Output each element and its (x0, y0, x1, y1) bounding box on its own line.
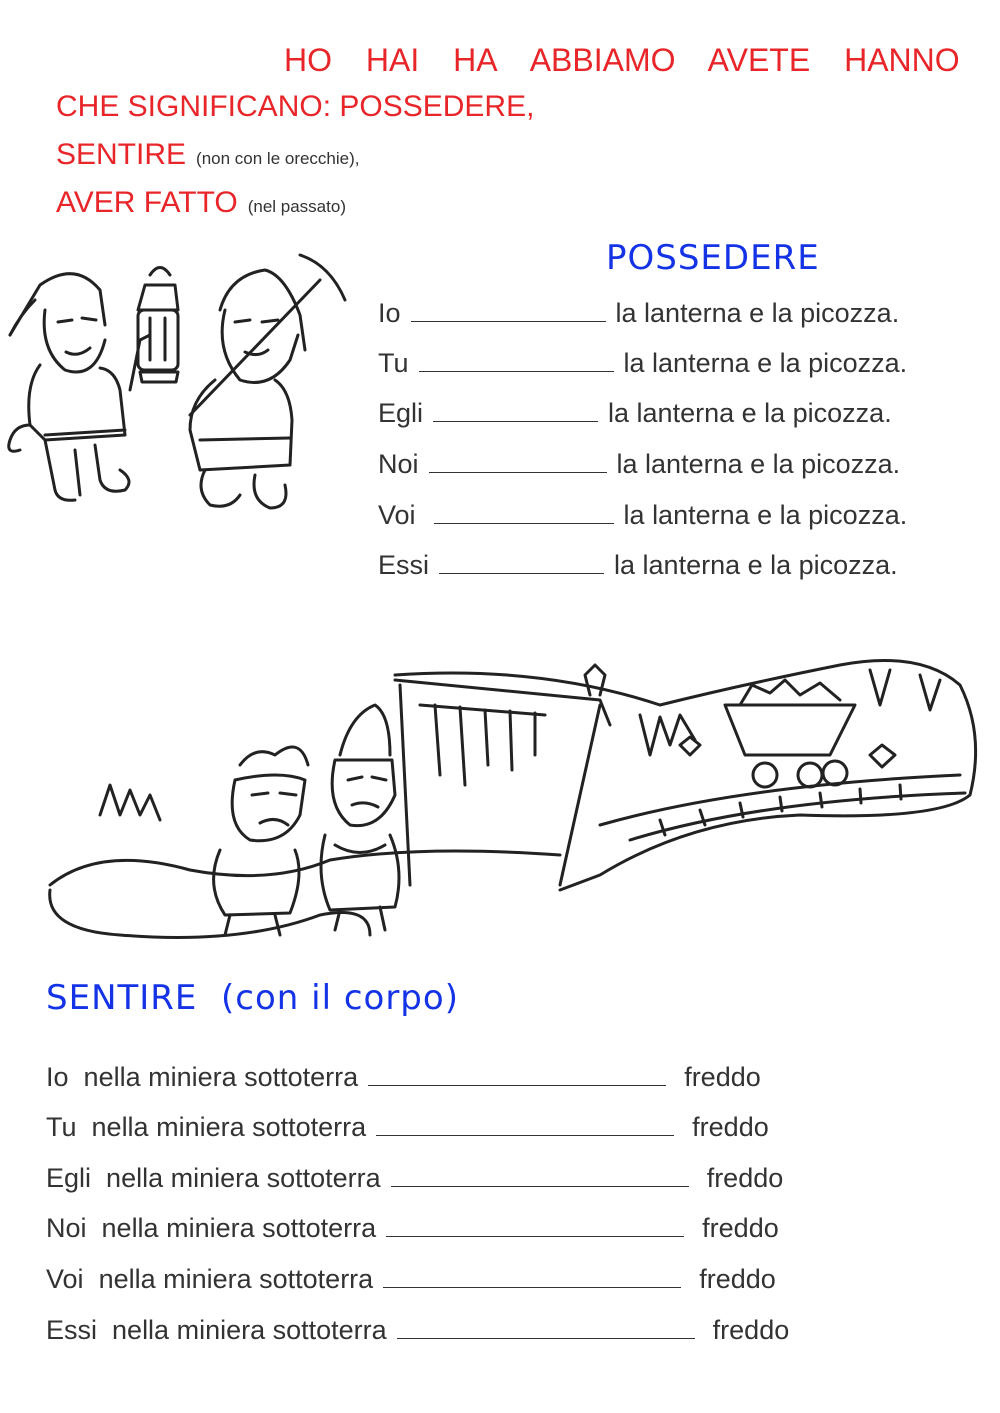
possedere-row-tu: Tu la lanterna e la picozza. (378, 348, 908, 378)
answer-blank[interactable] (391, 1164, 689, 1187)
verb-hanno: HANNO (844, 42, 960, 78)
answer-blank[interactable] (433, 399, 598, 422)
meaning-line-3: AVER FATTO (nel passato) (56, 186, 346, 219)
possedere-row-voi: Voi la lanterna e la picozza. (378, 500, 908, 530)
answer-blank[interactable] (419, 349, 614, 372)
answer-blank[interactable] (383, 1265, 681, 1288)
possedere-row-noi: Noi la lanterna e la picozza. (378, 449, 901, 479)
verb-avete: AVETE (707, 42, 811, 78)
sentire-row-noi: Noi nella miniera sottoterra freddo (46, 1213, 779, 1243)
possedere-title: POSSEDERE (606, 238, 820, 278)
sentire-row-egli: Egli nella miniera sottoterra freddo (46, 1163, 784, 1193)
verbs-line (284, 42, 960, 79)
answer-blank[interactable] (376, 1113, 674, 1136)
meaning-note-1: (non con le orecchie), (196, 149, 360, 168)
answer-blank[interactable] (411, 299, 606, 322)
meaning-line-2: SENTIRE (non con le orecchie), (56, 138, 360, 171)
sentire-row-tu: Tu nella miniera sottoterra freddo (46, 1112, 769, 1142)
possedere-row-essi: Essi la lanterna e la picozza. (378, 550, 898, 580)
sentire-title: SENTIRE (con il corpo) (46, 978, 459, 1018)
verb-ho: HO (284, 42, 332, 78)
possedere-row-io: Io la lanterna e la picozza. (378, 298, 900, 328)
answer-blank[interactable] (368, 1063, 666, 1086)
meaning-line-1: CHE SIGNIFICANO: POSSEDERE, (56, 90, 535, 123)
answer-blank[interactable] (439, 551, 604, 574)
sentire-row-io: Io nella miniera sottoterra freddo (46, 1062, 761, 1092)
answer-blank[interactable] (397, 1316, 695, 1339)
verb-abbiamo: ABBIAMO (529, 42, 676, 78)
answer-blank[interactable] (429, 450, 607, 473)
two-dwarves-illustration (0, 240, 370, 530)
mine-scene-illustration (40, 645, 985, 950)
meaning-note-2: (nel passato) (247, 197, 346, 216)
verb-hai: HAI (365, 42, 420, 78)
verb-ha: HA (453, 42, 498, 78)
sentire-row-essi: Essi nella miniera sottoterra freddo (46, 1315, 790, 1345)
answer-blank[interactable] (434, 501, 614, 524)
answer-blank[interactable] (386, 1214, 684, 1237)
sentire-row-voi: Voi nella miniera sottoterra freddo (46, 1264, 776, 1294)
possedere-row-egli: Egli la lanterna e la picozza. (378, 398, 892, 428)
